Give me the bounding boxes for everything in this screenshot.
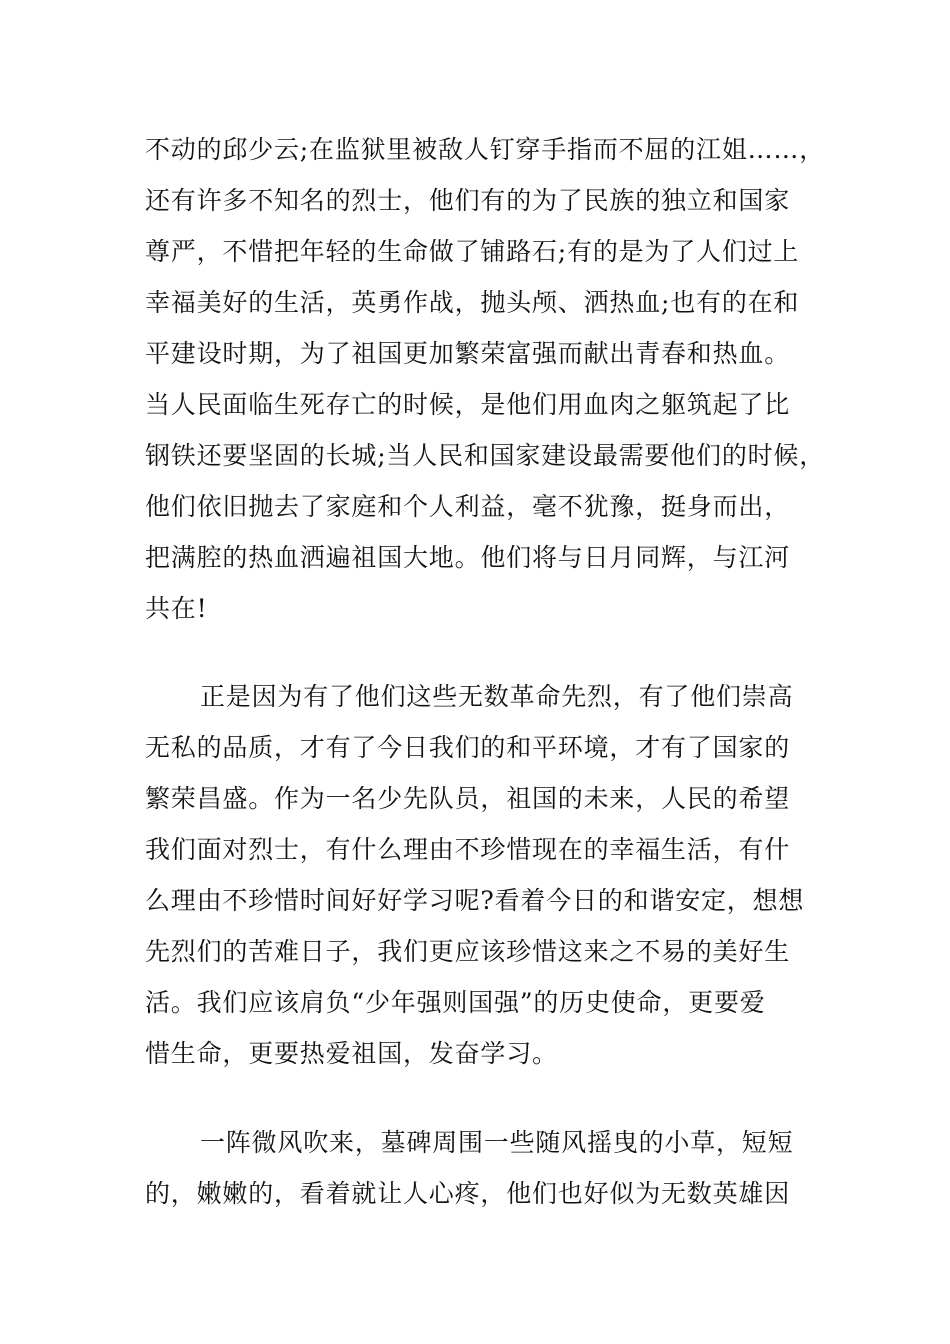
paragraph-3: [145, 1117, 815, 1219]
paragraph-line: 的，嫩嫩的，看着就让人心疼，他们也好似为无数英雄因: [145, 1179, 791, 1208]
paragraph-line: 当人民面临生死存亡的时候，是他们用血肉之躯筑起了比: [145, 390, 791, 419]
paragraph-line: 不动的邱少云;在监狱里被敌人钉穿手指而不屈的江姐……，: [145, 135, 826, 164]
paragraph-line: 活。我们应该肩负“少年强则国强”的历史使命，更要爱: [145, 988, 766, 1017]
paragraph-line: 尊严，不惜把年轻的生命做了铺路石;有的是为了人们过上: [145, 237, 800, 266]
paragraph-line: 我们面对烈士，有什么理由不珍惜现在的幸福生活，有什: [145, 835, 791, 864]
paragraph-first-line: 一阵微风吹来，墓碑周围一些随风摇曳的小草，短短: [200, 1128, 794, 1157]
paragraph-line: 他们依旧抛去了家庭和个人利益，毫不犹豫，挺身而出，: [145, 492, 791, 521]
paragraph-first-line: 正是因为有了他们这些无数革命先烈，有了他们崇高: [200, 682, 794, 711]
paragraph-line: 繁荣昌盛。作为一名少先队员，祖国的未来，人民的希望: [145, 784, 791, 813]
paragraph-line: 无私的品质，才有了今日我们的和平环境，才有了国家的: [145, 733, 791, 762]
paragraph-line: 还有许多不知名的烈士，他们有的为了民族的独立和国家: [145, 186, 791, 215]
paragraph-line: 惜生命，更要热爱祖国，发奋学习。: [145, 1039, 558, 1068]
paragraph-line: 共在!: [145, 594, 208, 623]
paragraph-line: 么理由不珍惜时间好好学习呢?看着今日的和谐安定，想想: [145, 886, 805, 915]
paragraph-line: 先烈们的苦难日子，我们更应该珍惜这来之不易的美好生: [145, 937, 791, 966]
paragraph-line: 平建设时期，为了祖国更加繁荣富强而献出青春和热血。: [145, 339, 791, 368]
paragraph-line: 把满腔的热血洒遍祖国大地。他们将与日月同辉，与江河: [145, 543, 791, 572]
paragraph-1: [145, 124, 826, 634]
paragraph-2: [145, 671, 815, 1079]
paragraph-line: 幸福美好的生活，英勇作战，抛头颅、洒热血;也有的在和: [145, 288, 800, 317]
paragraph-line: 钢铁还要坚固的长城;当人民和国家建设最需要他们的时候，: [145, 441, 826, 470]
